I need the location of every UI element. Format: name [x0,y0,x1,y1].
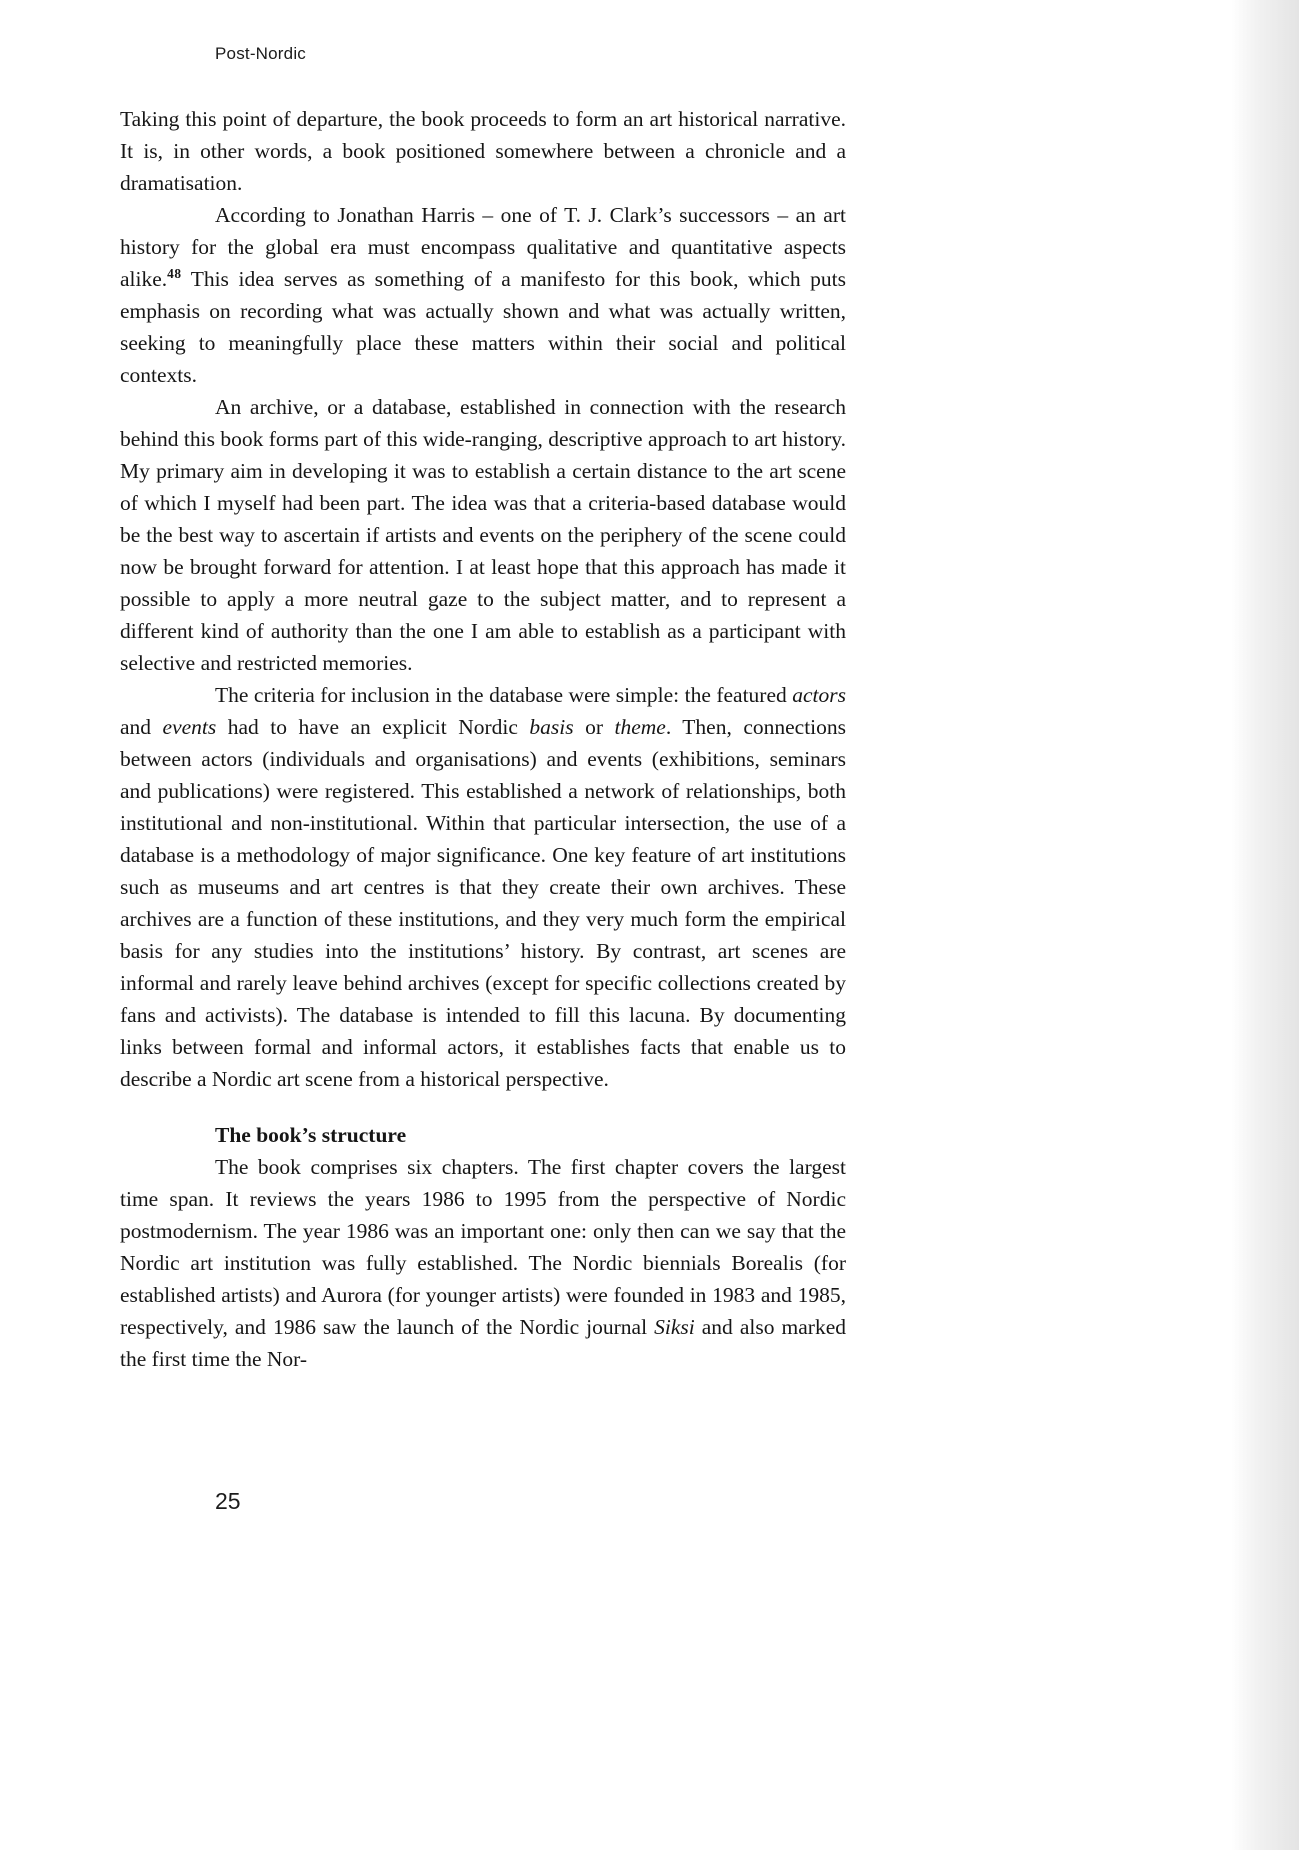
body-paragraph [120,103,846,199]
text-run: An archive, or a database, established in connection with the research behind this book forms part of this wide-ranging, descriptive approach to art history. My primary aim in developing it was to establish a certain distance to the art scene of which I myself had been part. The idea was that a criteria-based database would be the best way to ascertain if artists and events on the periphery of the scene could now be brought forward for attention. I at least hope that this approach has made it possible to apply a more neutral gaze to the subject matter, and to represent a different kind of authority than the one I am able to establish as a participant with selective and restricted memories. [120,395,846,675]
body-paragraph [120,199,846,391]
body-paragraph [120,679,846,1095]
body-text [120,103,846,1375]
italic-text: theme [614,715,666,739]
text-run: This idea serves as something of a manifesto for this book, which puts emphasis on recording what was actually shown and what was actually written, seeking to meaningfully place these matters within their social and political contexts. [120,267,846,387]
text-run: . Then, connections between actors (individuals and organisations) and events (exhibitions, seminars and publications) were registered. This established a network of relationships, both institutional and non-institutional. Within that particular intersection, the use of a database is a methodology of major significance. One key feature of art institutions such as museums and art centres is that they create their own archives. These archives are a function of these institutions, and they very much form the empirical basis for any studies into the institutions’ history. By contrast, art scenes are informal and rarely leave behind archives (except for specific collections created by fans and activists). The database is intended to fill this lacuna. By documenting links between formal and informal actors, it establishes facts that enable us to describe a Nordic art scene from a historical perspective. [120,715,847,1091]
text-run: The book’s structure [215,1123,407,1147]
text-run: The book comprises six chapters. The first chapter covers the largest time span. It reviews the years 1986 to 1995 from the perspective of Nordic postmodernism. The year 1986 was an important one: only then can we say that the Nordic art institution was fully established. The Nordic biennials Borealis (for established artists) and Aurora (for younger artists) were founded in 1983 and 1985, respectively, and 1986 saw the launch of the Nordic journal [120,1155,846,1339]
italic-text: actors [792,683,846,707]
text-run: and also marked the first time the Nor- [120,1315,846,1371]
body-paragraph [120,1151,846,1375]
text-run: had to have an explicit Nordic [216,715,530,739]
body-paragraph [120,391,846,679]
superscript-text: 48 [167,265,182,281]
text-run: or [573,715,615,739]
page-edge-shadow [1231,0,1299,1850]
italic-text: events [162,715,217,739]
text-run: The criteria for inclusion in the database were simple: the featured [215,683,793,707]
text-run: Taking this point of departure, the book proceeds to form an art historical narrative. It is, in other words, a book positioned somewhere between a chronicle and a dramatisation. [120,107,846,195]
page-number: 25 [215,1488,241,1514]
italic-text: Siksi [654,1315,695,1339]
text-run: and [120,715,163,739]
italic-text: basis [529,715,574,739]
text-run: According to Jonathan Harris – one of T. J. Clark’s successors – an art history for the global era must encompass qualitative and quantitative aspects alike. [120,203,846,291]
running-header: Post-Nordic [215,44,307,63]
section-heading [120,1119,846,1151]
